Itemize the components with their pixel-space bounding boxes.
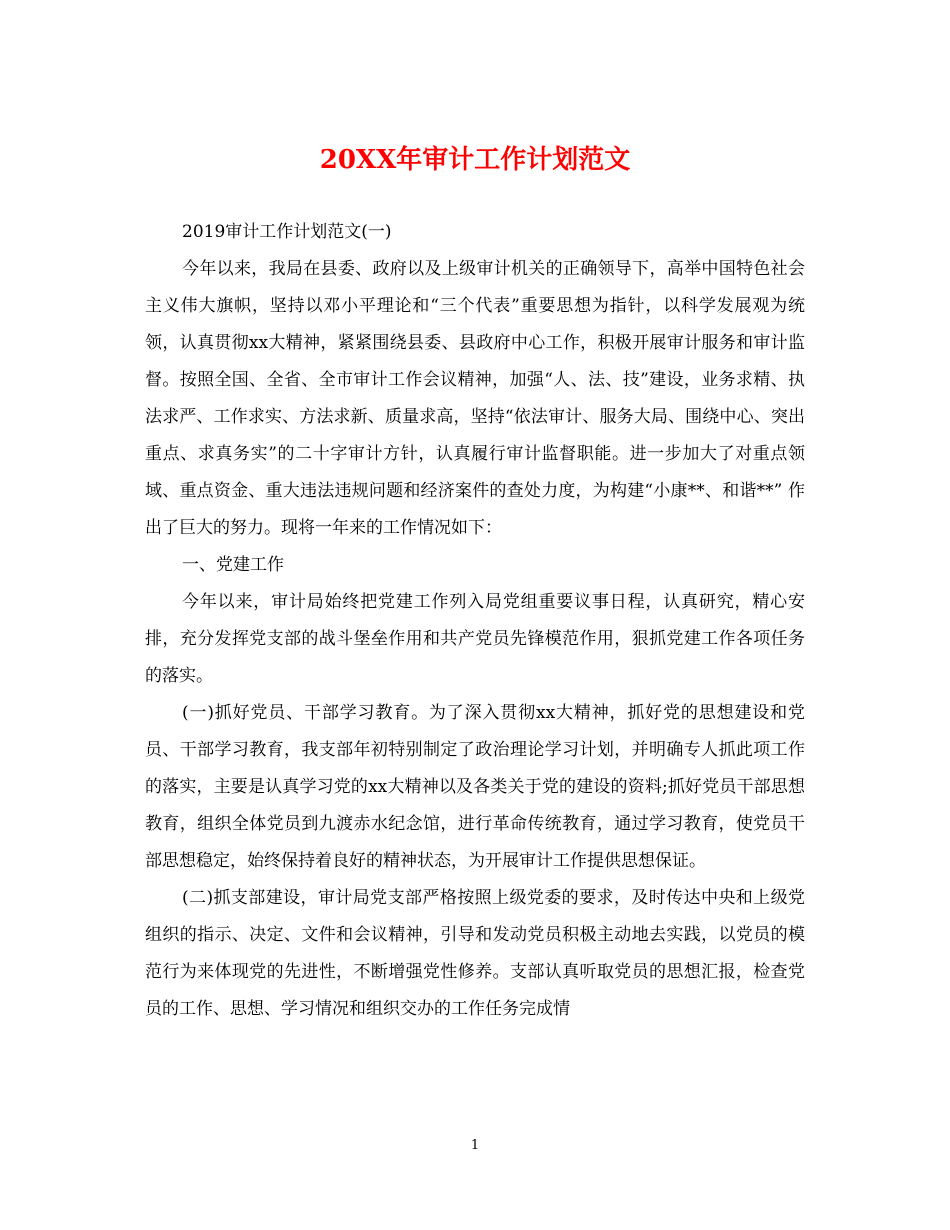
document-body	[145, 214, 805, 1028]
page-number: 1	[470, 1138, 480, 1153]
section-heading-party-building: 一、党建工作	[182, 555, 284, 575]
paragraph-party-building: 今年以来，审计局始终把党建工作列入局党组重要议事日程，认真研究，精心安排，充分发挥党支部的战斗堡垒作用和共产党员先锋模范作用，狠抓党建工作各项任务的落实。	[145, 592, 805, 686]
paragraph-intro: 今年以来，我局在县委、政府以及上级审计机关的正确领导下，高举中国特色社会主义伟大旗帜，坚持以邓小平理论和“三个代表”重要思想为指针，以科学发展观为统领，认真贯彻xx大精神，紧紧围绕县委、县政府中心工作，积极开展审计服务和审计监督。按照全国、全省、全市审计工作会议精神，加强“人、法、技”建设，业务求精、执法求严、工作求实、方法求新、质量求高，坚持“依法审计、服务大局、围绕中心、突出重点、求真务实”的二十字审计方针，认真履行审计监督职能。进一步加大了对重点领域、重点资金、重大违法违规问题和经济案件的查处力度，为构建“小康**、和谐**” 作出了巨大的努力。现将一年来的工作情况如下：	[145, 259, 805, 538]
document-title: 20XX年审计工作计划范文	[319, 145, 631, 175]
paragraph-branch-building: (二)抓支部建设，审计局党支部严格按照上级党委的要求，及时传达中央和上级党组织的指示、决定、文件和会议精神，引导和发动党员积极主动地去实践，以党员的模范行为来体现党的先进性，不断增强党性修养。支部认真听取党员的思想汇报，检查党员的工作、思想、学习情况和组织交办的工作任务完成情	[145, 888, 805, 1019]
paragraph-subtitle: 2019审计工作计划范文(一)	[182, 222, 392, 242]
paragraph-education: (一)抓好党员、干部学习教育。为了深入贯彻xx大精神，抓好党的思想建设和党员、干部学习教育，我支部年初特别制定了政治理论学习计划，并明确专人抓此项工作的落实，主要是认真学习党的xx大精神以及各类关于党的建设的资料;抓好党员干部思想教育，组织全体党员到九渡赤水纪念馆，进行革命传统教育，通过学习教育，使党员干部思想稳定，始终保持着良好的精神状态，为开展审计工作提供思想保证。	[145, 703, 805, 871]
